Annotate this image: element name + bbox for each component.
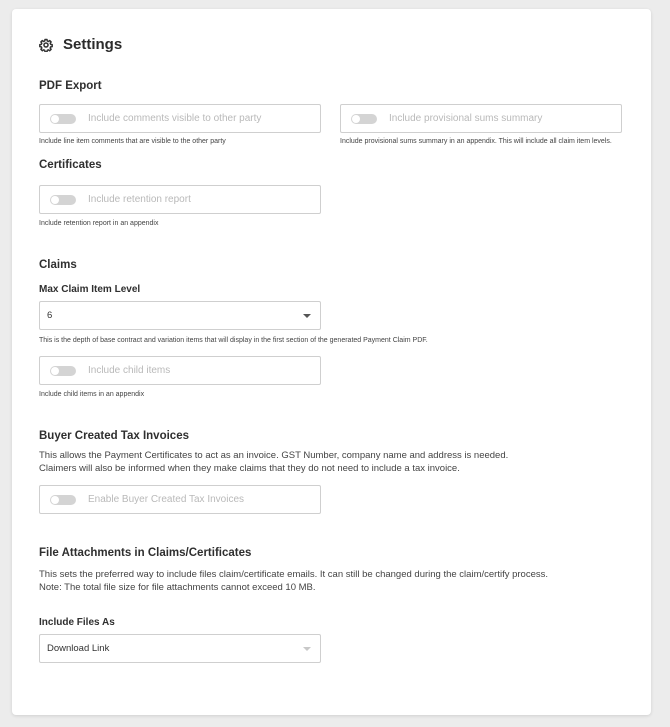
attachments-heading: File Attachments in Claims/Certificates — [39, 547, 252, 559]
bcti-description-line2: Claimers will also be informed when they make claims that they do not need to include a tax invoice. — [39, 463, 460, 474]
page-title-text: Settings — [63, 36, 123, 53]
include-retention-toggle[interactable] — [50, 195, 76, 205]
include-child-hint: Include child items in an appendix — [39, 391, 145, 398]
bcti-heading: Buyer Created Tax Invoices — [39, 430, 189, 442]
max-claim-level-label: Max Claim Item Level — [39, 284, 141, 295]
enable-bcti-toggle[interactable] — [50, 495, 76, 505]
max-claim-level-value: 6 — [47, 310, 53, 321]
include-files-as-label: Include Files As — [39, 617, 115, 628]
include-provisional-label: Include provisional sums summary — [389, 113, 543, 124]
chevron-down-icon — [303, 647, 311, 651]
claims-heading: Claims — [39, 259, 77, 271]
enable-bcti-label: Enable Buyer Created Tax Invoices — [88, 494, 245, 505]
include-retention-hint: Include retention report in an appendix — [39, 220, 159, 227]
max-claim-level-select[interactable] — [39, 301, 321, 330]
attachments-description-line2: Note: The total file size for file attachments cannot exceed 10 MB. — [39, 582, 316, 593]
include-comments-toggle[interactable] — [50, 114, 76, 124]
page-title — [39, 36, 122, 53]
include-child-label: Include child items — [88, 365, 171, 376]
gear-icon — [39, 38, 53, 52]
pdf-export-heading: PDF Export — [39, 80, 102, 92]
settings-card — [12, 9, 651, 715]
include-comments-hint: Include line item comments that are visible to the other party — [39, 138, 226, 145]
include-files-as-select[interactable] — [39, 634, 321, 663]
certificates-heading: Certificates — [39, 159, 102, 171]
include-files-as-value: Download Link — [47, 643, 110, 654]
include-child-toggle-field[interactable] — [39, 356, 321, 385]
include-provisional-hint: Include provisional sums summary in an appendix. This will include all claim item levels. — [340, 138, 612, 145]
include-child-toggle[interactable] — [50, 366, 76, 376]
include-comments-toggle-field[interactable] — [39, 104, 321, 133]
max-claim-level-hint: This is the depth of base contract and variation items that will display in the first section of the generated Payment Claim PDF. — [39, 337, 428, 344]
include-retention-label: Include retention report — [88, 194, 191, 205]
bcti-description-line1: This allows the Payment Certificates to act as an invoice. GST Number, company name and address is needed. — [39, 450, 509, 461]
attachments-description-line1: This sets the preferred way to include files claim/certificate emails. It can still be changed during the claim/certify process. — [39, 569, 548, 580]
include-comments-label: Include comments visible to other party — [88, 113, 262, 124]
include-retention-toggle-field[interactable] — [39, 185, 321, 214]
include-provisional-toggle[interactable] — [351, 114, 377, 124]
chevron-down-icon — [303, 314, 311, 318]
enable-bcti-toggle-field[interactable] — [39, 485, 321, 514]
include-provisional-toggle-field[interactable] — [340, 104, 622, 133]
